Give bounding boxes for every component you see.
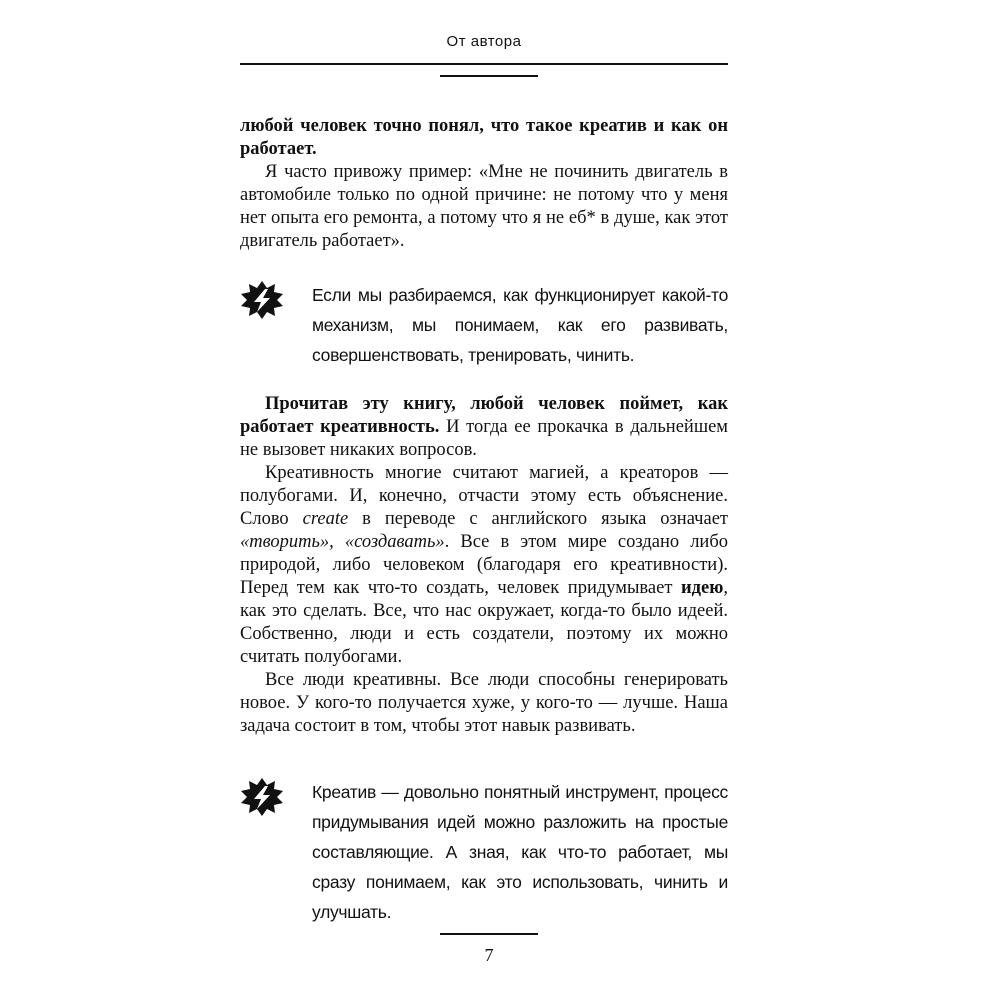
text-fragment: , как это сделать. Все, что нас окружает, когда-то было идеей. Собственно, люди и есть создатели, поэтому их можно считать полубогами. (240, 578, 728, 667)
paragraph-creativity-magic (240, 462, 728, 669)
paragraph-read-book-rest: И тогда ее прокачка в дальнейшем не вызовет никаких вопросов. (240, 417, 728, 460)
paragraph-continuation (240, 115, 728, 161)
italic-quote: «творить», «создавать» (240, 532, 445, 552)
page-number: 7 (484, 945, 494, 965)
paragraph-engine-example: Я часто привожу пример: «Мне не починить двигатель в автомобиле только по одной причине: не потому что у меня нет опыта его ремонта, а потому что я не еб* в душе, как этот двигатель работает». (240, 162, 728, 251)
text-fragment: в переводе с английского языка означает (348, 509, 728, 529)
footer-short-rule (440, 933, 538, 935)
text-block-2 (240, 393, 728, 738)
bold-read-book: Прочитав эту книгу, любой человек поймет, как работает креативность. (240, 394, 728, 437)
paragraph-all-creative: Все люди креативны. Все люди способны генерировать новое. У кого-то получается хуже, у кого-то — лучше. Наша задача состоит в том, чтобы этот навык развивать. (240, 670, 728, 736)
running-head: От автора (446, 33, 522, 50)
italic-create: create (302, 509, 349, 529)
text-block-1 (240, 115, 728, 253)
paragraph-read-book (240, 393, 728, 462)
text-fragment: . Все в этом мире создано либо природой, либо человеком (благодаря его креативности). Перед тем как что-то создать, человек придумывает (240, 532, 729, 598)
header-rule (240, 63, 728, 65)
lightning-burst-icon (240, 280, 284, 320)
bold-idea: идею (681, 578, 724, 598)
lightning-burst-icon (240, 777, 284, 817)
bold-statement: любой человек точно понял, что такое креатив и как он работает. (240, 116, 728, 159)
tip-text-2: Креатив — довольно понятный инструмент, процесс придумывания идей можно разложить на простые составляющие. А зная, как что-то работает, мы сразу понимаем, как это использовать, чинить и улучшать. (312, 782, 728, 922)
tip-text-1: Если мы разбираемся, как функционирует какой-то механизм, мы понимаем, как его развивать, совершенствовать, тренировать, чинить. (312, 285, 728, 365)
text-fragment: Креативность многие считают магией, а креаторов — полубогами. И, конечно, отчасти этому есть объяснение. Слово (240, 463, 728, 529)
header-short-rule (440, 75, 538, 77)
